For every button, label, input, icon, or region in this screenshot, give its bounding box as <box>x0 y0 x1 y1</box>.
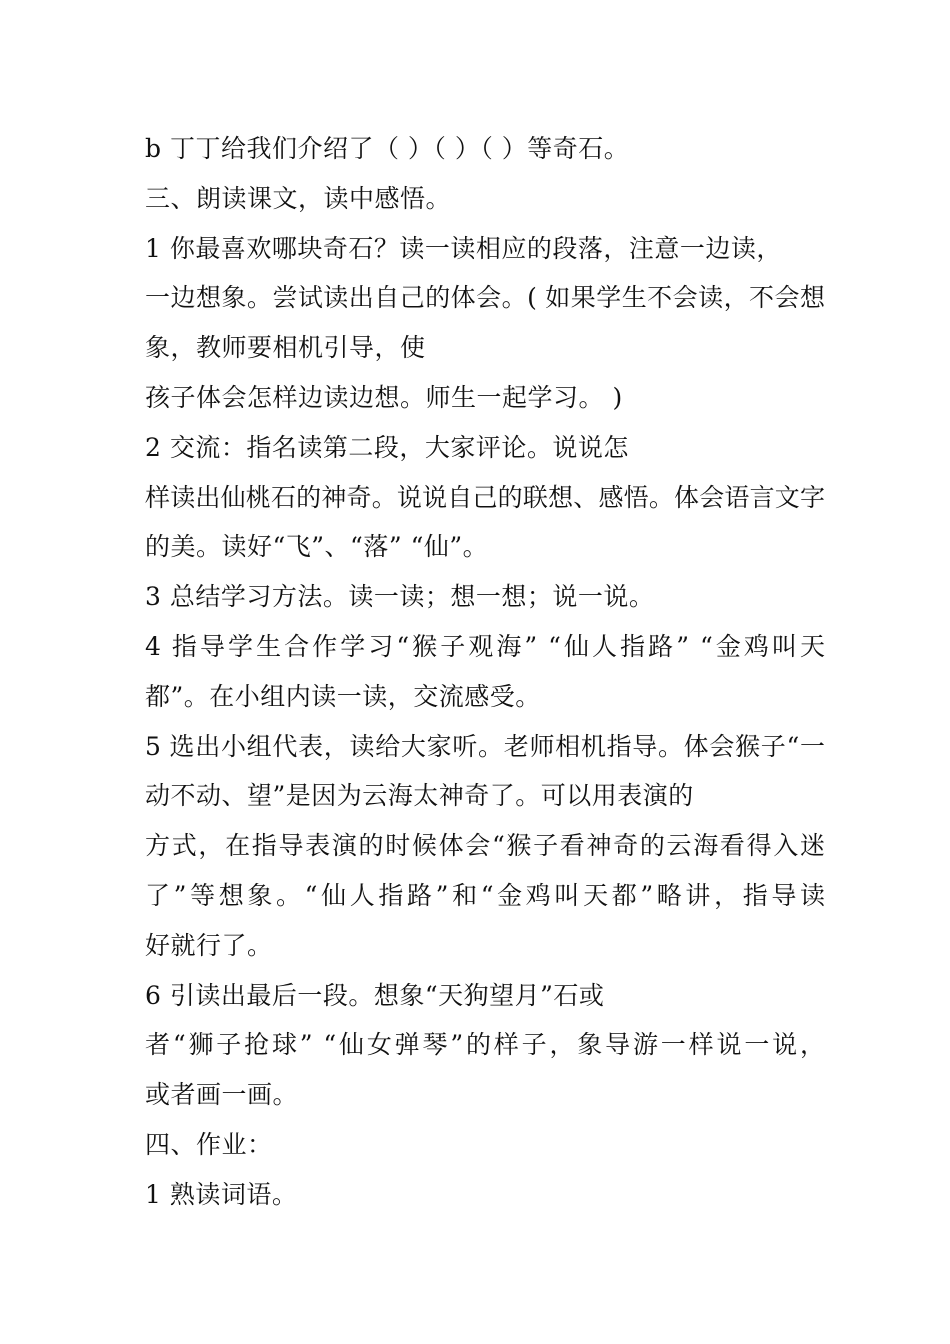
section-heading: 四、作业： <box>145 1129 273 1159</box>
text-line: 6 引读出最后一段。想象“天狗望月”石或 <box>145 980 605 1010</box>
text-line: 了”等想象。“仙人指路”和“金鸡叫天都”略讲，指导读 <box>145 880 825 910</box>
text-line: 都”。在小组内读一读，交流感受。 <box>145 681 541 711</box>
text-line: b 丁丁给我们介绍了（ ）（ ）（ ）等奇石。 <box>145 134 630 163</box>
text-line: 5 选出小组代表，读给大家听。老师相机指导。体会猴子“一 <box>145 731 825 761</box>
text-line: 1 你最喜欢哪块奇石？读一读相应的段落，注意一边读， <box>145 233 782 263</box>
text-line: 好就行了。 <box>145 930 273 960</box>
text-line: 动不动、望”是因为云海太神奇了。可以用表演的 <box>145 781 694 811</box>
text-line: 1 熟读词语。 <box>145 1179 298 1209</box>
text-line: 方式，在指导表演的时候体会“猴子看神奇的云海看得入迷 <box>145 831 825 861</box>
document-body <box>145 124 825 1220</box>
text-line: 一边想象。尝试读出自己的体会。( 如果学生不会读，不会想 <box>145 283 825 313</box>
text-line: 孩子体会怎样边读边想。师生一起学习。 ) <box>145 382 623 412</box>
text-line: 3 总结学习方法。读一读；想一想；说一说。 <box>145 582 655 612</box>
text-line: 的美。读好“飞”、“落” “仙”。 <box>145 532 489 562</box>
text-line: 象，教师要相机引导，使 <box>145 333 426 363</box>
text-line: 或者画一画。 <box>145 1080 299 1110</box>
text-line: 样读出仙桃石的神奇。说说自己的联想、感悟。体会语言文字 <box>145 482 825 512</box>
section-heading: 三、朗读课文，读中感悟。 <box>145 183 452 213</box>
text-line: 者“狮子抢球” “仙女弹琴”的样子，象导游一样说一说， <box>145 1030 825 1060</box>
text-line: 2 交流：指名读第二段，大家评论。说说怎 <box>145 432 629 462</box>
text-line: 4 指导学生合作学习“猴子观海” “仙人指路” “金鸡叫天 <box>145 631 825 661</box>
